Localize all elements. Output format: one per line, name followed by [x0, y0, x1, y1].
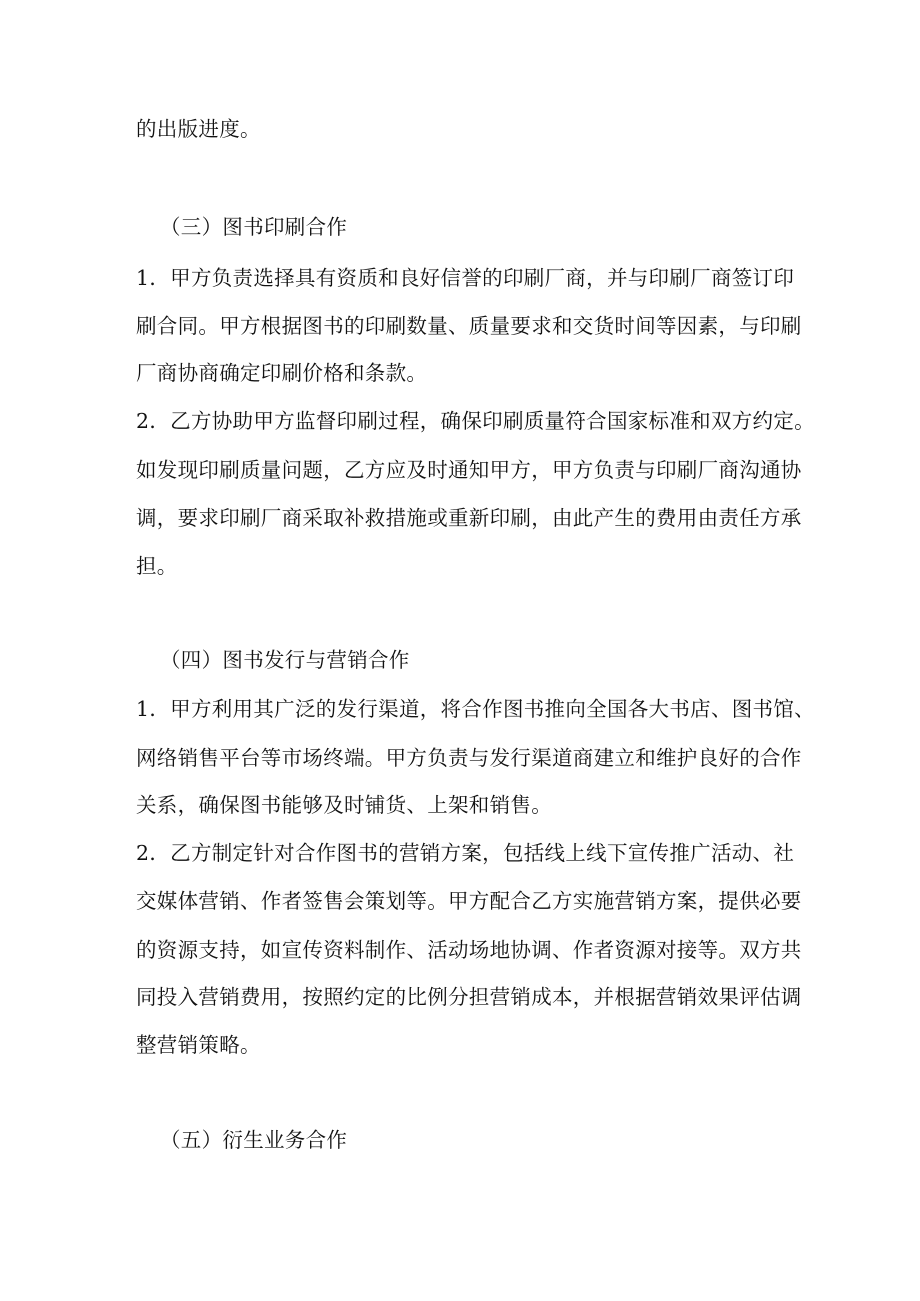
paragraph-line: 的出版进度。	[136, 117, 261, 141]
paragraph-line: 担。	[136, 554, 178, 578]
paragraph-line: 调，要求印刷厂商采取补救措施或重新印刷，由此产生的费用由责任方承	[136, 506, 802, 530]
section-heading-3: （三）图书印刷合作	[160, 215, 348, 239]
paragraph-line: 1．甲方负责选择具有资质和良好信誉的印刷厂商，并与印刷厂商签订印	[136, 266, 795, 290]
paragraph-line: 如发现印刷质量问题，乙方应及时通知甲方，甲方负责与印刷厂商沟通协	[136, 458, 802, 482]
paragraph-line: 的资源支持，如宣传资料制作、活动场地协调、作者资源对接等。双方共	[136, 938, 802, 962]
paragraph-line: 厂商协商确定印刷价格和条款。	[136, 361, 428, 385]
paragraph-line: 网络销售平台等市场终端。甲方负责与发行渠道商建立和维护良好的合作	[136, 746, 802, 770]
paragraph-line: 交媒体营销、作者签售会策划等。甲方配合乙方实施营销方案，提供必要	[136, 889, 802, 913]
paragraph-line: 同投入营销费用，按照约定的比例分担营销成本，并根据营销效果评估调	[136, 985, 802, 1009]
paragraph-line: 2．乙方制定针对合作图书的营销方案，包括线上线下宣传推广活动、社	[136, 841, 795, 865]
paragraph-line: 整营销策略。	[136, 1033, 261, 1057]
paragraph-line: 1．甲方利用其广泛的发行渠道，将合作图书推向全国各大书店、图书馆、	[136, 697, 815, 721]
paragraph-line: 2．乙方协助甲方监督印刷过程，确保印刷质量符合国家标准和双方约定。	[136, 409, 815, 433]
section-heading-4: （四）图书发行与营销合作	[160, 648, 410, 672]
paragraph-line: 刷合同。甲方根据图书的印刷数量、质量要求和交货时间等因素，与印刷	[136, 314, 802, 338]
section-heading-5: （五）衍生业务合作	[160, 1128, 348, 1152]
paragraph-line: 关系，确保图书能够及时铺货、上架和销售。	[136, 793, 552, 817]
